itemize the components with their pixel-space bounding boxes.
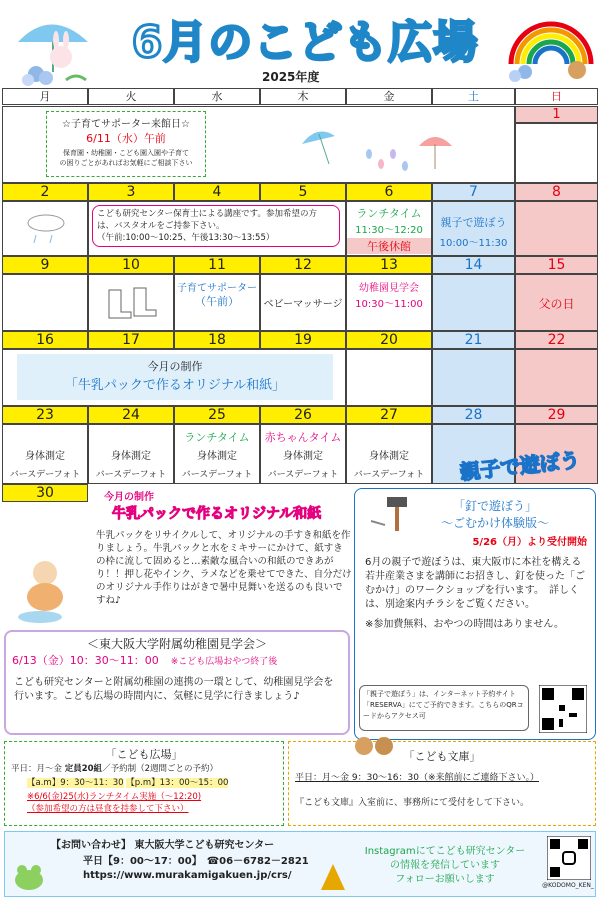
- sat4-cell: [432, 349, 515, 406]
- frog-illustration: [9, 850, 49, 895]
- sun2-cell: [515, 201, 598, 256]
- bunko-note: 『こども文庫』入室前に、事務所にて受付をして下さい。: [295, 798, 530, 808]
- date-18: 18: [174, 331, 260, 349]
- rabbit-umbrella-illustration: [6, 2, 101, 87]
- bears-reading-illustration: [349, 732, 399, 762]
- notice-line3: 保育園・幼稚園・こども園入園や子育て: [63, 149, 189, 157]
- date-25: 25: [174, 406, 260, 424]
- date-26: 26: [260, 406, 346, 424]
- tue5-measure: 身体測定: [111, 451, 151, 462]
- page-title: 6月のこども広場: [131, 17, 479, 68]
- qr-code-icon[interactable]: [539, 685, 587, 733]
- balloon-line2: は、バスタオルをご持参下さい。: [97, 221, 225, 231]
- wed3-supporter: 子育てサポーター: [177, 283, 257, 294]
- thu5-measure: 身体測定: [283, 451, 323, 462]
- date-13: 13: [346, 256, 432, 274]
- wed5-lunch: ランチタイム: [184, 431, 250, 444]
- hiroba-section: [4, 741, 284, 826]
- bunko-title: 「こども文庫」: [403, 750, 481, 763]
- notice-line2: 6/11（水）午前: [86, 132, 166, 145]
- kugi-section: [354, 488, 596, 740]
- date-7: 7: [432, 183, 515, 201]
- kugi-title1: 「釘で遊ぼう」: [452, 499, 537, 513]
- week-3-events: [2, 274, 598, 331]
- fri3-visit-time: 10:30〜11:00: [355, 299, 423, 310]
- kugi-date: 5/26（月）より受付開始: [472, 537, 587, 548]
- thu5-photo: バースデーフォト: [267, 470, 339, 480]
- mon5-measure: 身体測定: [25, 451, 65, 462]
- lecture-balloon: [92, 205, 340, 247]
- date-8: 8: [515, 183, 598, 201]
- hiroba-title: 「こども広場」: [105, 748, 183, 761]
- date-1: 1: [515, 106, 598, 123]
- date-29: 29: [515, 406, 598, 424]
- hiroba-am: 【a.m】9：30〜11：30: [27, 778, 124, 788]
- balloon-line3: （午前:10:00〜10:25、午後13:30〜13:55）: [97, 233, 275, 243]
- insta-account: @KODOMO_KEN_: [542, 882, 594, 889]
- sun3-cell: [515, 274, 598, 331]
- weekday-tue: 火: [88, 88, 174, 105]
- bunko-section: [288, 741, 596, 826]
- weekday-thu: 木: [260, 88, 346, 105]
- fri5-cell: [346, 424, 432, 484]
- week-4-dates: [2, 331, 598, 349]
- insta-line2: の情報を発信しています: [390, 860, 500, 871]
- mon5-cell: [2, 424, 88, 484]
- weekday-fri: 金: [346, 88, 432, 105]
- kugi-body: 6月の親子で遊ぼうは、東大阪市に本社を構える若井産業さまを講師にお招きし、釘を使った「ごむかけ」のワークショップを行います。 詳しくは、別途案内チラシをご覧ください。: [365, 557, 585, 610]
- kugi-note: ※参加費無料、おやつの時間はありません。: [365, 619, 564, 630]
- footer: [4, 831, 596, 897]
- craft-section-title: 牛乳パックで作るオリジナル和紙: [112, 506, 322, 522]
- week-3-dates: [2, 256, 598, 274]
- wed5-photo: バースデーフォト: [181, 470, 253, 480]
- craft-title: 「牛乳パックで作るオリジナル和紙」: [64, 378, 286, 393]
- hiroba-capacity: 定員20組: [64, 764, 103, 774]
- tue5-cell: [88, 424, 174, 484]
- sat2-cell: [432, 201, 515, 256]
- cloud-rain-icon: [16, 211, 76, 246]
- weekday-sat: 土: [432, 88, 515, 105]
- week-4-events: [2, 349, 598, 406]
- insta-line3: フォローお願いします: [395, 874, 495, 885]
- date-14: 14: [432, 256, 515, 274]
- umbrellas-rain-illustration: [297, 124, 457, 174]
- fox-illustration: [315, 860, 351, 894]
- hiroba-reservation: ／予約制（2週間ごとの予約）: [102, 764, 218, 774]
- kengaku-date: 6/13（金）10：30〜11：00: [12, 654, 159, 667]
- fri2-lunch: ランチタイム: [356, 207, 422, 220]
- date-21: 21: [432, 331, 515, 349]
- hiroba-lunch-note: （参加希望の方は昼食を持参して下さい）: [27, 804, 189, 814]
- footer-tel[interactable]: ☎06－6782－2821: [206, 856, 309, 867]
- bunko-hours: 平日：月〜金 9：30〜16：30（※来館前にご連絡下さい。）: [295, 773, 539, 783]
- sat2-oyako-time: 10:00〜11:30: [439, 238, 508, 249]
- hiroba-weekdays: 平日：月〜金: [11, 764, 63, 774]
- craft-cell: [2, 349, 346, 406]
- week-2-events: [2, 201, 598, 256]
- tue3-cell: [88, 274, 174, 331]
- sat2-oyako: 親子で遊ぼう: [440, 216, 507, 229]
- instagram-qr-icon[interactable]: [547, 836, 591, 880]
- fri2-cell: [346, 201, 432, 256]
- date-30: 30: [2, 484, 88, 502]
- child-craft-illustration: [10, 555, 80, 625]
- thu5-baby-time: 赤ちゃんタイム: [264, 431, 342, 444]
- mon3-cell: [2, 274, 88, 331]
- date-24: 24: [88, 406, 174, 424]
- date-27: 27: [346, 406, 432, 424]
- wed5-measure: 身体測定: [197, 451, 237, 462]
- thu3-cell: [260, 274, 346, 331]
- kengaku-note: ※こども広場おやつ終了後: [170, 657, 278, 667]
- footer-contact: 【お問い合わせ】 東大阪大学こども研究センター: [51, 840, 275, 851]
- hiroba-lunch: ※6/6(金)25(水)ランチタイム実施（〜12:20): [27, 792, 202, 802]
- oyako-heading: 親子で遊ぼう: [459, 447, 581, 485]
- insta-line1: Instagramにてこども研究センター: [364, 846, 526, 857]
- craft-section: [92, 488, 352, 618]
- hiroba-pm: 【p.m】13：00〜15：00: [126, 778, 229, 788]
- fri2-closed: 午後休館: [347, 238, 431, 254]
- hammer-icon: [365, 495, 425, 535]
- date-3: 3: [88, 183, 174, 201]
- fri2-lunch-time: 11:30〜12:20: [355, 225, 423, 236]
- date-6: 6: [346, 183, 432, 201]
- date-2: 2: [2, 183, 88, 201]
- week-1: [2, 106, 598, 183]
- craft-section-body: 牛乳パックをリサイクルして、オリジナルの手すき和紙を作りましょう。牛乳パックと水をミキサーにかけて、紙すきの枠に流して固めると…素敵な風合いの和紙のできあがり！！押し花やインク、ラメなどを乗せてできた、自分だけのオリジナル手作りはがきで暑中見舞いを送るのも良いですね♪: [96, 530, 352, 606]
- footer-url[interactable]: https://www.murakamigakuen.jp/crs/: [83, 870, 292, 881]
- supporter-notice: [46, 111, 206, 177]
- wed3-am: （午前）: [195, 295, 239, 308]
- date-15: 15: [515, 256, 598, 274]
- week-5-dates: [2, 406, 598, 424]
- weekday-mon: 月: [2, 88, 88, 105]
- boots-icon: [104, 285, 159, 320]
- craft-label: 今月の制作: [147, 360, 203, 373]
- reserve-note: 「親子で遊ぼう」は、インターネット予約サイト「RESERVA」にてご予約できます。こちらのQRコードからアクセス可: [359, 685, 529, 731]
- kugi-title2: 〜ごむかけ体験版〜: [440, 516, 549, 530]
- fri5-measure: 身体測定: [369, 451, 409, 462]
- date-11: 11: [174, 256, 260, 274]
- sun1-cell: [515, 123, 598, 183]
- craft-banner: [17, 354, 333, 400]
- kengaku-body: こども研究センターと附属幼稚園の連携の一環として、幼稚園見学会を行います。こども広場の時間内に、気軽に見学に行きましょう♪: [14, 677, 334, 702]
- kengaku-section: [4, 630, 350, 735]
- date-16: 16: [2, 331, 88, 349]
- weekday-header: [2, 88, 598, 106]
- date-9: 9: [2, 256, 88, 274]
- sat3-cell: [432, 274, 515, 331]
- craft-section-label: 今月の制作: [104, 492, 154, 503]
- date-17: 17: [88, 331, 174, 349]
- date-10: 10: [88, 256, 174, 274]
- date-28: 28: [432, 406, 515, 424]
- fri3-cell: [346, 274, 432, 331]
- fathers-day: 父の日: [538, 297, 575, 311]
- notice-line1: ☆子育てサポーター来館日☆: [62, 119, 190, 130]
- date-4: 4: [174, 183, 260, 201]
- rainbow-illustration: [505, 4, 597, 84]
- balloon-line1: こども研究センター保育士による講座です。参加希望の方: [97, 209, 317, 219]
- fiscal-year: 2025年度: [262, 70, 320, 84]
- date-23: 23: [2, 406, 88, 424]
- weekday-sun: 日: [515, 88, 598, 105]
- date-20: 20: [346, 331, 432, 349]
- date-19: 19: [260, 331, 346, 349]
- footer-hours: 平日【9：00〜17：00】: [83, 856, 197, 867]
- date-5: 5: [260, 183, 346, 201]
- thu5-cell: [260, 424, 346, 484]
- date-12: 12: [260, 256, 346, 274]
- weekday-wed: 水: [174, 88, 260, 105]
- week-2-dates: [2, 183, 598, 201]
- mon5-photo: バースデーフォト: [9, 470, 81, 480]
- notice-line4: の困りごとがあればお気軽にご相談下さい: [59, 159, 193, 167]
- tue5-photo: バースデーフォト: [95, 470, 167, 480]
- fri4-cell: [346, 349, 432, 406]
- kengaku-title: ＜東大阪大学附属幼稚園見学会＞: [86, 637, 267, 651]
- date-22: 22: [515, 331, 598, 349]
- fri5-photo: バースデーフォト: [353, 470, 425, 480]
- wed5-cell: [174, 424, 260, 484]
- thu3-baby-massage: ベビーマッサージ: [263, 299, 343, 310]
- sun4-cell: [515, 349, 598, 406]
- wed3-cell: [174, 274, 260, 331]
- fri3-kindergarten-visit: 幼稚園見学会: [359, 283, 419, 294]
